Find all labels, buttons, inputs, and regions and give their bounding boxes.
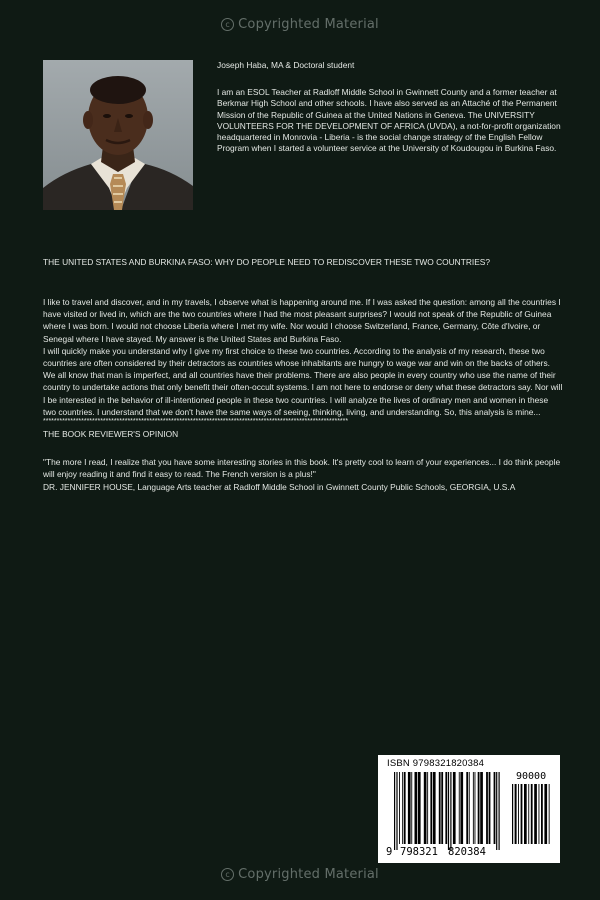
book-headline: THE UNITED STATES AND BURKINA FASO: WHY DO PEOPLE NEED TO REDISCOVER THESE TWO COUNTRIES? (43, 257, 491, 267)
isbn-label: ISBN 9798321820384 (387, 758, 485, 769)
barcode-bar (460, 772, 463, 844)
barcode-bar (466, 772, 468, 844)
barcode-bar (453, 772, 456, 844)
barcode-bar (494, 772, 496, 844)
barcode-bar (544, 784, 547, 844)
author-portrait-image (43, 60, 193, 210)
author-bio (217, 60, 562, 154)
barcode-bar (480, 772, 483, 844)
barcode-bar (499, 772, 500, 850)
barcode-bar (445, 772, 447, 844)
reviewer-credit: DR. JENNIFER HOUSE, Language Arts teacher at Radloff Middle School in Gwinnett County Public Schools, GEORGIA, U.S.A (43, 481, 516, 492)
isbn-barcode (378, 755, 560, 863)
barcode-bar (531, 784, 533, 844)
barcode-bar (512, 784, 513, 844)
separator-line: **************************************************************************************************************** (43, 418, 349, 426)
barcode-bar (515, 784, 517, 844)
description-paragraph-1: I like to travel and discover, and in my travels, I observe what is happening around me. If I was asked the question: among all the countries I have visited or lived in, which are the two countries where I had the most pleasant surprises? I would not speak of the Republic of Guinea where I was born. I would not choose Liberia where I met my wife. Nor would I choose Switzerland, France, Germany, Côte d'Ivoire, or Senegal where I have stayed. My answer is the United States and Burkina Faso. (43, 297, 561, 344)
barcode-bar (459, 772, 460, 844)
barcode-bar (441, 772, 443, 844)
barcode-bar (475, 772, 476, 844)
barcode-bar (534, 784, 537, 844)
barcode-bar (478, 772, 480, 844)
barcode-bar (394, 772, 395, 850)
copyright-watermark-top (0, 17, 600, 32)
barcode-bar (496, 772, 497, 850)
barcode-bar (518, 784, 519, 844)
copyright-watermark-bottom (0, 867, 600, 882)
review-title: THE BOOK REVIEWER'S OPINION (43, 429, 179, 440)
barcode-bar (418, 772, 421, 844)
barcode-bar (439, 772, 441, 844)
barcode-right-digits: 820384 (448, 846, 486, 858)
barcode-bar (430, 772, 432, 844)
barcode-bar (404, 772, 406, 844)
review-quote: "The more I read, I realize that you have some interesting stories in this book. It's pretty cool to learn of your experiences... I do think people will enjoy reading it and find it easy to read. The French version is a plus!" (43, 457, 561, 480)
watermark-text: Copyrighted Material (238, 17, 379, 32)
barcode-bar (524, 784, 527, 844)
barcode-bar (411, 772, 412, 844)
barcode-bar (473, 772, 474, 844)
barcode-bar (541, 784, 543, 844)
price-code-digits: 90000 (516, 771, 547, 782)
copyright-icon: c (221, 18, 234, 31)
barcode-bar (450, 772, 451, 850)
barcode-bar (486, 772, 488, 844)
barcode-bar (549, 784, 550, 844)
barcode-bar (489, 772, 491, 844)
barcode-lead-digit: 9 (386, 846, 393, 858)
barcode-bar (433, 772, 436, 844)
author-photo (43, 60, 193, 210)
description-paragraph-2: I will quickly make you understand why I give my first choice to these two countries. According to the analysis of my research, these two countries are often considered by their detractors as countries whose inhabitants are hungry to wage war and win on the backs of others. We all know that man is imperfect, and all countries have their problems. There are also people in every country who use the name of their country to undertake actions that only benefit their often-occult systems. I am not here to endorse or deny what these detractors say. Nor will I be interested in the behavior of ill-intentioned people in these two countries. I will analyze the lives of ordinary men and women in these two countries. I understand that we don't have the same ways of seeing, thinking, living, and understanding. So, this analysis is mine... (43, 345, 563, 417)
book-description (43, 296, 563, 493)
author-name: Joseph Haba, MA & Doctoral student (217, 60, 355, 70)
barcode-bar (408, 772, 411, 844)
barcode-bar (399, 772, 400, 844)
copyright-icon: c (221, 868, 234, 881)
barcode-bar (539, 784, 540, 844)
barcode-bar (448, 772, 449, 850)
author-bio-text: I am an ESOL Teacher at Radloff Middle School in Gwinnett County and a former teacher at Berkmar High School and other schools. I have also served as an Attaché of the Permanent Mission of the Republic of Guinea at the United Nations in Geneva. The UNIVERSITY VOLUNTEERS FOR THE DEVELOPMENT OF AFRICA (UVDA), a not-for-profit organization headquartered in Monrovia - Liberia - is the social change strategy of the English Fellow Program when I started a volunteer service at the University of Koudougou in Burkina Faso. (217, 87, 561, 154)
barcode-bar (427, 772, 428, 844)
barcode-bar (521, 784, 523, 844)
barcode-bar (402, 772, 403, 844)
barcode-left-digits: 798321 (400, 846, 438, 858)
barcode-bar (415, 772, 418, 844)
barcode-bar (528, 784, 529, 844)
barcode-bar (424, 772, 427, 844)
barcode-bar (469, 772, 470, 844)
barcode-bar (396, 772, 397, 850)
watermark-text: Copyrighted Material (238, 867, 379, 882)
